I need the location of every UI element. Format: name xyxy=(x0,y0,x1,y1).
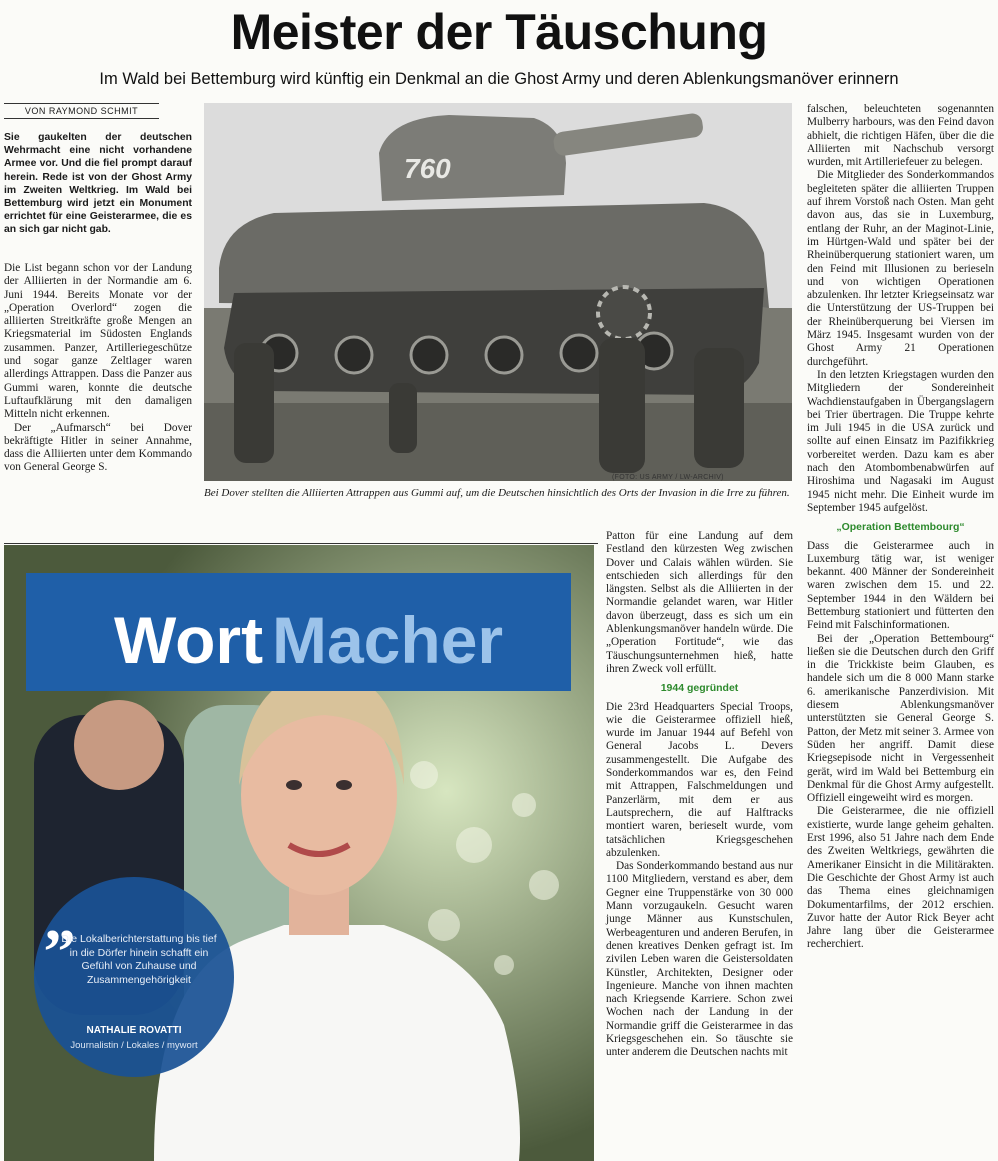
lead-paragraph: Sie gaukelten der deutschen Wehrmacht eine nicht vorhandene Armee vor. Und die fiel prompt darauf herein. Rede ist von der Ghost Army im Zweiten Weltkrieg. Im Wald bei Bettemburg wird jetzt ein Monument errichtet für eine Geisterarmee, die es an sich gar nicht gab. xyxy=(4,132,192,236)
divider xyxy=(4,543,598,544)
paragraph: Die Geisterarmee, die nie offiziell existierte, wurde lange geheim gehalten. Erst 1996, also 51 Jahre nach dem Ende des Zweiten Weltkriegs, gewährten die Amerikaner Einsicht in die Militärakten. Die Geschichte der Ghost Army ist auch das Thema eines gleichnamigen Dokumentarfilms, der 2012 erschien. Zuvor hatte der Autor Rick Beyer acht Jahre lang über die Geisterarmee recherchiert. xyxy=(807,805,994,951)
subheading: 1944 gegründet xyxy=(660,682,739,695)
photo-caption: Bei Dover stellten die Alliierten Attrappen aus Gummi auf, um die Deutschen hinsichtlich des Orts der Invasion in die Irre zu führen. xyxy=(204,487,790,499)
quote-mark: „ xyxy=(44,883,76,954)
article-column-4 xyxy=(807,103,994,952)
subheading: „Operation Bettembourg“ xyxy=(836,521,965,534)
brand-macher: Macher xyxy=(272,603,504,677)
paragraph: Patton für eine Landung auf dem Festland den kürzesten Weg zwischen Dover und Calais wählen würden. Sie entschieden sich allerdings für den längsten. Selbst als die Alliierten in der Normandie gelandet waren, war Hitler davon überzeugt, dass es sich um ein Ablenkungsmanöver handeln würde. Die „Operation Fortitude“, wie das Täuschungsunternehmen hieß, hatte ihren Zweck voll erfüllt. xyxy=(606,530,793,675)
tank-illustration xyxy=(204,103,792,481)
promo-background xyxy=(4,545,594,1161)
paragraph: falschen, beleuchteten sogenannten Mulberry harbours, was den Feind davon abhielt, die richtigen Häfen, über die die Alliierten mit Nachschub versorgt wurden, mit Artilleriefeuer zu belegen. xyxy=(807,103,994,169)
article-column-3 xyxy=(606,530,793,1060)
brand-wort: Wort xyxy=(114,603,264,677)
subheadline: Im Wald bei Bettemburg wird künftig ein Denkmal an die Ghost Army und deren Ablenkungsmanöver erinnern xyxy=(99,70,899,88)
tank-number: 760 xyxy=(404,153,451,184)
paragraph: Dass die Geisterarmee auch in Luxemburg tätig war, ist weniger bekannt. 400 Männer der Sondereinheit waren zwischen dem 15. und 22. September 1944 in den Wäldern bei Bettemburg stationiert und fütterten den Feind mit Falschinformationen. xyxy=(807,539,994,632)
photo-credit: (FOTO: US ARMY / LW-ARCHIV) xyxy=(612,474,724,481)
promo-quote: Die Lokalberichterstattung bis tief in die Dörfer hinein schafft ein Gefühl von Zuhause und Zusammengehörigkeit xyxy=(61,933,217,986)
promo-ad[interactable] xyxy=(4,545,594,1161)
byline: VON RAYMOND SCHMIT xyxy=(4,103,159,119)
article-column-1 xyxy=(4,262,192,475)
paragraph: Die 23rd Headquarters Special Troops, wie die Geisterarmee offiziell hieß, wurde im Januar 1944 auf Befehl von General Jacobs L. Devers zusammengestellt. Die Aufgabe des Sonderkommandos war es, den Feind mit Attrappen, Falschmeldungen und Panzerlärm, mit dem er aus Lautsprechern, die auf Halftracks montiert waren, berieselt wurde, vom tatsächlichen Kriegsgeschehen abzulenken. xyxy=(606,700,793,859)
paragraph: Das Sonderkommando bestand aus nur 1100 Mitgliedern, verstand es aber, dem Gegner eine Truppenstärke von 30 000 Mann vorzugaukeln. Gesucht waren junge Männer aus Kunstschulen, Werbeagenturen und anderen Berufen, in denen kreatives Denken gefragt ist. Im zivilen Leben waren die Geistersoldaten Künstler, Architekten, Designer oder Ingenieure. Manche von ihnen machten nach Kriegsende Karriere. Schon zwei Wochen nach der Landung in der Normandie griff die Geisterarmee in das Kriegsgeschehen ein. So täuschte sie unter anderem die Deutschen nachts mit xyxy=(606,860,793,1059)
paragraph: In den letzten Kriegstagen wurden den Mitgliedern der Sondereinheit Wachdienstaufgaben in Übergangslagern bei Trier übertragen. Die Truppe kehrte im Juli 1945 in die USA zurück und sollte auf einen Einsatz im Pazifikkrieg vorbereitet werden. Dazu kam es aber nach den Atombombenabwürfen auf Hiroshima und Nagasaki im August 1945 nicht mehr. Die Einheit wurde im September 1945 aufgelöst. xyxy=(807,368,994,514)
paragraph: Die List begann schon vor der Landung der Alliierten in der Normandie am 6. Juni 1944. Bereits Monate vor der „Operation Overlord“ zogen die alliierten Streitkräfte große Mengen an Kriegsmaterial im Südosten Englands zusammen. Panzer, Artilleriegeschütze und sogar ganze Zeltlager waren allerdings Attrappen. Dass die Panzer aus Gummi waren, konnte die deutsche Luftaufklärung mit den damaligen Mitteln nicht erkennen. xyxy=(4,262,192,421)
headline: Meister der Täuschung xyxy=(230,4,768,60)
tank-photo xyxy=(204,103,792,481)
paragraph: Bei der „Operation Bettembourg“ ließen sie die Deutschen durch den Griff in die Trickkiste beim Glauben, es handele sich um die 8 000 Mann starke 6. amerikanische Panzerdivision. Mit diesem Ablenkungsmanöver unterstützten sie General George S. Patton, der Metz mit seiner 3. Armee von Süden her angriff. Damit diese Kriegsepisode nicht in Vergessenheit gerät, wird im Wald bei Bettemburg ein Denkmal für die Ghost Army aufgestellt. Offiziell eingeweiht wird es morgen. xyxy=(807,632,994,805)
promo-name: NATHALIE ROVATTI xyxy=(86,1025,182,1036)
paragraph: Der „Aufmarsch“ bei Dover bekräftigte Hitler in seiner Annahme, dass die Alliierten unter dem Kommando von General George S. xyxy=(4,421,192,474)
promo-role: Journalistin / Lokales / mywort xyxy=(70,1040,198,1051)
paragraph: Die Mitglieder des Sonderkommandos begleiteten später die alliierten Truppen auf ihrem Vorstoß nach Osten. Man geht davon aus, das sie in Luxemburg, entlang der Ruhr, an der Maginot-Linie, im Hürtgen-Wald und später bei der Rheinüberquerung stationiert waren, um den Feind mit Illusionen zu berieseln und von wichtigen Operationen abzulenken. Ihr letzter Kriegseinsatz war die Unterstützung der US-Truppen bei der Rheinüberquerung bei Viersen im März 1945. Insgesamt wurden von der Ghost Army 21 Operationen durchgeführt. xyxy=(807,169,994,368)
